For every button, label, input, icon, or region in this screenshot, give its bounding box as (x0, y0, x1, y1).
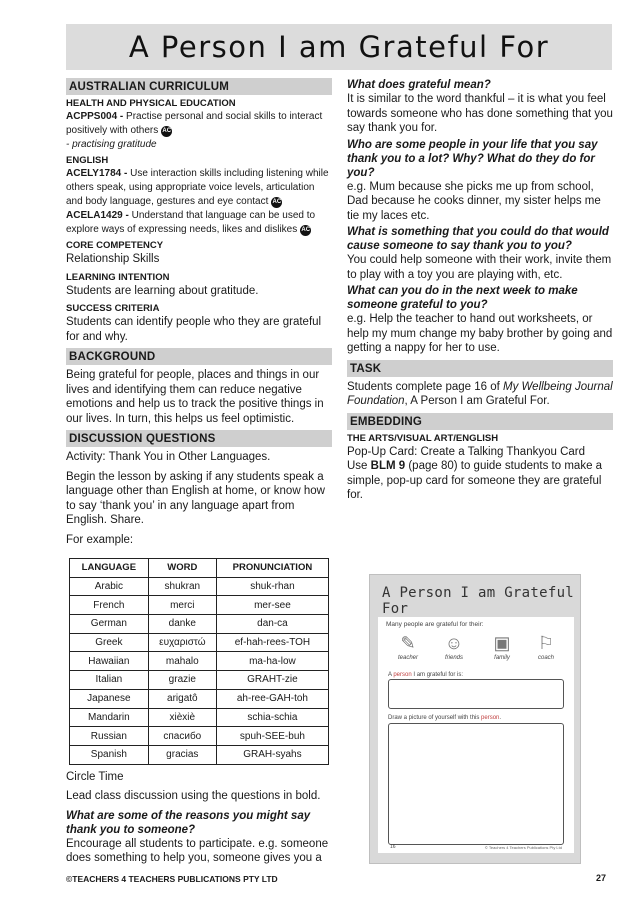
char-label: coach (537, 655, 554, 661)
table-cell: arigatô (148, 689, 216, 708)
question-2: What does grateful mean? (347, 79, 491, 91)
intention-heading: LEARNING INTENTION (66, 271, 170, 283)
worksheet-thumbnail (369, 574, 581, 864)
background-heading: BACKGROUND (66, 348, 332, 365)
question-3: Who are some people in your life that you say thank you to a lot? Why? What do they do for you? (347, 138, 598, 179)
table-cell: spuh-SEE-buh (216, 727, 328, 746)
curriculum-heading: AUSTRALIAN CURRICULUM (66, 78, 332, 95)
hpe-heading: HEALTH AND PHYSICAL EDUCATION (66, 98, 236, 109)
q1-post: I am grateful for is: (411, 672, 464, 678)
thumbnail-page-number: 16 (390, 844, 396, 850)
embedding-heading: EMBEDDING (347, 413, 613, 430)
background-text: Being grateful for people, places and things in our lives and identifying them can reduce negative emotions and help us to track the positive things in our lives. In turn, this helps us feel optimistic. (66, 369, 324, 425)
activity-text: Activity: Thank You in Other Languages. (66, 451, 271, 463)
task-pre: Students complete page 16 of (347, 380, 503, 393)
table-row (70, 577, 329, 596)
table-row (70, 596, 329, 615)
table-header: PRONUNCIATION (216, 559, 328, 578)
discussion-heading: DISCUSSION QUESTIONS (66, 430, 332, 447)
thumbnail-characters (386, 631, 566, 667)
embedding-rest: (page 80) to guide students to make a simple, pop-up card for someone they are grateful for. (347, 460, 603, 501)
task-heading: TASK (347, 360, 613, 377)
coach-figure (528, 631, 564, 667)
table-cell: schia-schia (216, 708, 328, 727)
table-cell: mahalo (148, 652, 216, 671)
table-cell: GRAHT-zie (216, 671, 328, 690)
q1-highlight: person (393, 672, 412, 678)
question-4: What is something that you could do that would cause someone to say thank you to you? (347, 226, 609, 252)
thumbnail-title: A Person I am Grateful For (382, 585, 575, 617)
table-cell: danke (148, 615, 216, 634)
table-cell: dan-ca (216, 615, 328, 634)
table-header-row (70, 559, 329, 578)
thumbnail-sheet (378, 617, 574, 853)
answer-1-part1: Encourage all students to participate. e.g. someone does something to help you, someone gives you a (66, 837, 329, 865)
table-cell: Greek (70, 633, 149, 652)
core-heading: CORE COMPETENCY (66, 240, 164, 251)
table-cell: Hawaiian (70, 652, 149, 671)
table-header: WORD (148, 559, 216, 578)
char-label: friends (444, 655, 463, 661)
acely-text: Use interaction skills including listening while others speak, using appropriate voice levels, articulation and body language, gestures and eye contact (66, 168, 329, 207)
ac-badge-icon[interactable]: AC (271, 197, 282, 208)
family-figure (484, 631, 520, 667)
char-label: teacher (397, 655, 418, 661)
answer-2: It is similar to the word thankful – it is what you feel towards someone who has done something that you say thank you for. (347, 93, 613, 134)
table-cell: shukran (148, 577, 216, 596)
table-row (70, 615, 329, 634)
core-text: Relationship Skills (66, 253, 160, 265)
table-header: LANGUAGE (70, 559, 149, 578)
table-cell: shuk-rhan (216, 577, 328, 596)
footer-copyright: ©TEACHERS 4 TEACHERS PUBLICATIONS PTY LTD (66, 874, 278, 884)
page-title: A Person I am Grateful For (128, 30, 550, 64)
question-1: What are some of the reasons you might say thank you to someone? (66, 809, 311, 836)
table-cell: ah-ree-GAH-toh (216, 689, 328, 708)
acela-outcome (66, 209, 332, 237)
friends-figure (436, 631, 472, 667)
table-cell: ef-hah-rees-TOH (216, 633, 328, 652)
q1-pre: A (388, 672, 394, 678)
begin-text: Begin the lesson by asking if any students speak a language other than English at home, or know how to say ‘thank you’ in any language apart from English. Share. (66, 470, 325, 526)
table-cell: ma-ha-low (216, 652, 328, 671)
table-row (70, 745, 329, 764)
table-cell: Arabic (70, 577, 149, 596)
embedding-sub: THE ARTS/VISUAL ART/ENGLISH (347, 432, 499, 444)
question-5: What can you do in the next week to make someone grateful to you? (347, 285, 578, 311)
ac-badge-icon[interactable]: AC (161, 126, 172, 137)
embedding-line2 (347, 459, 613, 503)
q2-highlight: person (481, 715, 500, 721)
coach-icon: ⚐ (537, 633, 555, 653)
task-text (347, 380, 613, 409)
blm-label: BLM 9 (370, 460, 406, 472)
answer-1-part2 (347, 49, 613, 78)
teacher-icon: ✎ (400, 633, 416, 653)
table-cell: Spanish (70, 745, 149, 764)
table-cell: GRAH-syahs (216, 745, 328, 764)
lead-text: Lead class discussion using the questions in bold. (66, 790, 321, 803)
thumbnail-question-2 (388, 715, 501, 721)
right-column (347, 78, 613, 503)
table-cell: mer-see (216, 596, 328, 615)
criteria-heading: SUCCESS CRITERIA (66, 303, 160, 314)
answer-box[interactable] (388, 679, 564, 709)
table-row (70, 708, 329, 727)
table-row (70, 727, 329, 746)
table-cell: Russian (70, 727, 149, 746)
table-row (70, 671, 329, 690)
acely-code: ACELY1784 - (66, 168, 128, 179)
table-cell: German (70, 615, 149, 634)
acpps-sub: - practising gratitude (66, 139, 157, 150)
q2-pre: Draw a picture of yourself with this (388, 715, 482, 721)
task-book: My Wellbeing Journal Foundation (347, 380, 613, 407)
thumbnail-lead: Many people are grateful for their: (386, 621, 484, 628)
char-label: family (494, 655, 510, 661)
left-column (66, 78, 332, 866)
table-cell: xièxiè (148, 708, 216, 727)
friends-icon: ☺ (444, 633, 464, 653)
answer-3: e.g. Mum because she picks me up from school, Dad because he cooks dinner, my sister helps me tie my laces etc. (347, 180, 601, 222)
table-cell: merci (148, 596, 216, 615)
q2-post: . (499, 715, 502, 721)
example-text: For example: (66, 533, 134, 546)
family-picture-icon: ▣ (493, 633, 511, 653)
table-cell: gracias (148, 745, 216, 764)
acpps-text: Practise personal and social skills to interact positively with others (66, 111, 323, 136)
table-cell: ευχαριστώ (148, 633, 216, 652)
embedding-use: Use (347, 460, 371, 472)
table-cell: Italian (70, 671, 149, 690)
table-cell: Japanese (70, 689, 149, 708)
task-post: , A Person I am Grateful For. (404, 395, 550, 407)
acela-code: ACELA1429 - (66, 210, 129, 221)
table-cell: спасибо (148, 727, 216, 746)
acpps-code: ACPPS004 - (66, 111, 124, 122)
acpps-outcome (66, 110, 332, 138)
thumbnail-question-1 (388, 672, 463, 678)
page-number: 27 (595, 873, 606, 883)
criteria-text: Students can identify people who they are grateful for and why. (66, 316, 322, 343)
teacher-figure (390, 631, 426, 667)
thumbnail-copyright: © Teachers 4 Teachers Publications Pty Ltd (484, 845, 562, 850)
embedding-line1: Pop-Up Card: Create a Talking Thankyou Card (347, 445, 586, 458)
circle-time-text: Circle Time (66, 770, 124, 783)
english-heading: ENGLISH (66, 155, 109, 166)
table-cell: grazie (148, 671, 216, 690)
answer-5: e.g. Help the teacher to hand out worksheets, or help my mum change my baby brother by going and getting a nappy for her to use. (347, 313, 613, 354)
table-cell: French (70, 596, 149, 615)
intention-text: Students are learning about gratitude. (66, 284, 259, 297)
table-row (70, 689, 329, 708)
answer-4: You could help someone with their work, invite them to play with a toy you are playing with, etc. (347, 254, 612, 281)
acela-text: Understand that language can be used to explore ways of expressing needs, likes and dislikes (66, 210, 316, 235)
table-row (70, 652, 329, 671)
table-cell: Mandarin (70, 708, 149, 727)
drawing-box[interactable] (388, 723, 564, 845)
ac-badge-icon[interactable]: AC (300, 225, 311, 236)
language-table (69, 558, 329, 765)
acely-outcome (66, 167, 332, 209)
table-row (70, 633, 329, 652)
